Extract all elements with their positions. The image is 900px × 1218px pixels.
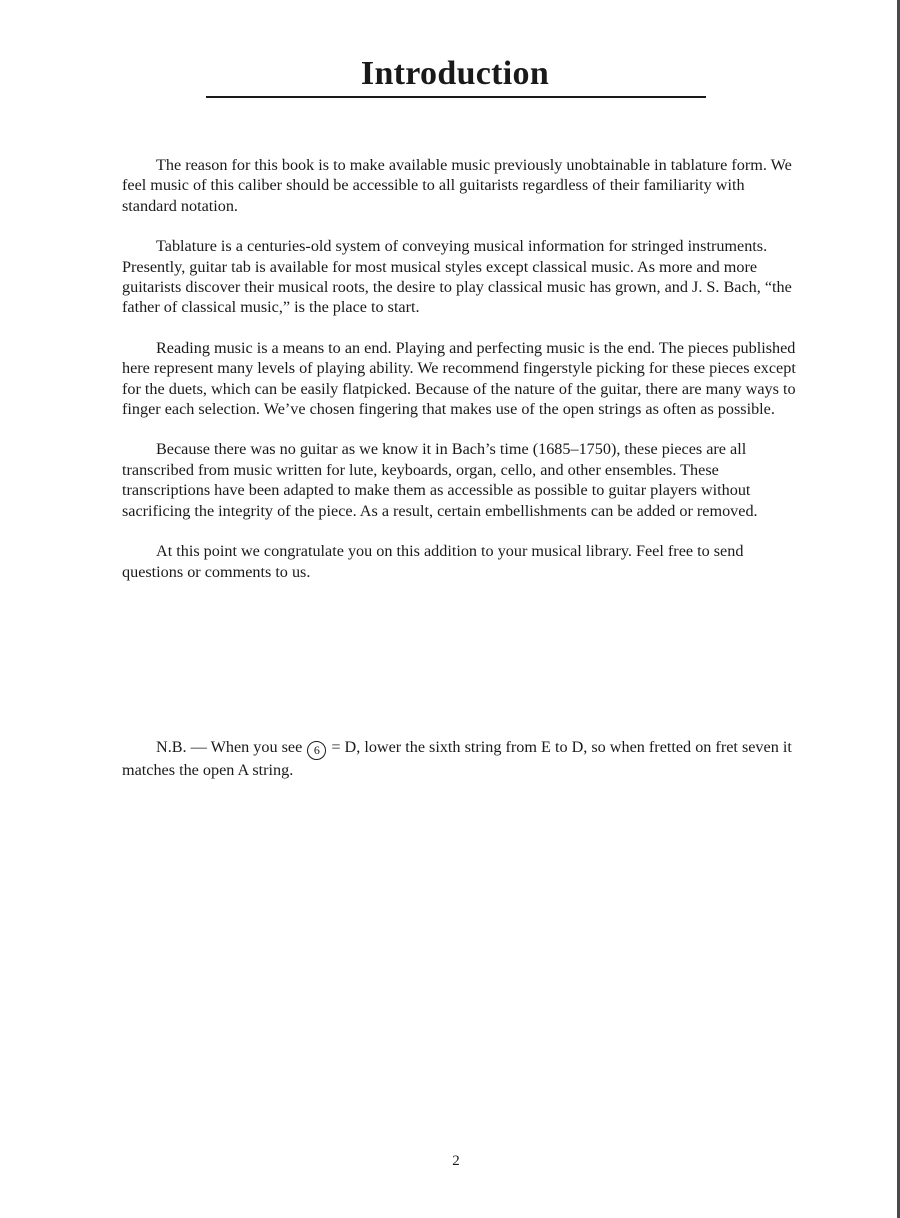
- note-prefix: N.B. — When you see: [156, 738, 303, 756]
- paragraph-reading-music: Reading music is a means to an end. Playing and perfecting music is the end. The pieces published here represent many levels of playing ability. We recommend fingerstyle picking for these pieces except for the duets, which can be easily flatpicked. Because of the nature of the guitar, there are many ways to finger each selection. We’ve chosen fingering that makes use of the open strings as often as possible.: [122, 338, 796, 419]
- paragraph-purpose: The reason for this book is to make available music previously unobtainable in tablature form. We feel music of this caliber should be accessible to all guitarists regardless of their familiarity with standard notation.: [122, 156, 792, 215]
- paragraph-tablature: Tablature is a centuries-old system of conveying musical information for stringed instruments. Presently, guitar tab is available for most musical styles except classical music. As more and more guitarists discover their musical roots, the desire to play classical music has grown, and J. S. Bach, “the father of classical music,” is the place to start.: [122, 237, 792, 317]
- note-suffix: = D, lower the sixth string from E to D, so when fretted on fret seven it matches the open A string.: [122, 738, 792, 779]
- paragraph-transcriptions: Because there was no guitar as we know it in Bach’s time (1685–1750), these pieces are all transcribed from music written for lute, keyboards, organ, cello, and other ensembles. These transcriptions have been adapted to make them as accessible as possible to guitar players without sacrificing the integrity of the piece. As a result, certain embellishments can be added or removed.: [122, 440, 758, 520]
- paragraph-closing: At this point we congratulate you on this addition to your musical library. Feel free to send questions or comments to us.: [122, 542, 744, 581]
- page-title: Introduction: [360, 55, 550, 92]
- title-underline: [206, 96, 706, 98]
- circled-string-number: 6: [307, 741, 326, 760]
- page-number: 2: [452, 1153, 460, 1169]
- introduction-body: [122, 155, 798, 602]
- tuning-note: [122, 737, 798, 780]
